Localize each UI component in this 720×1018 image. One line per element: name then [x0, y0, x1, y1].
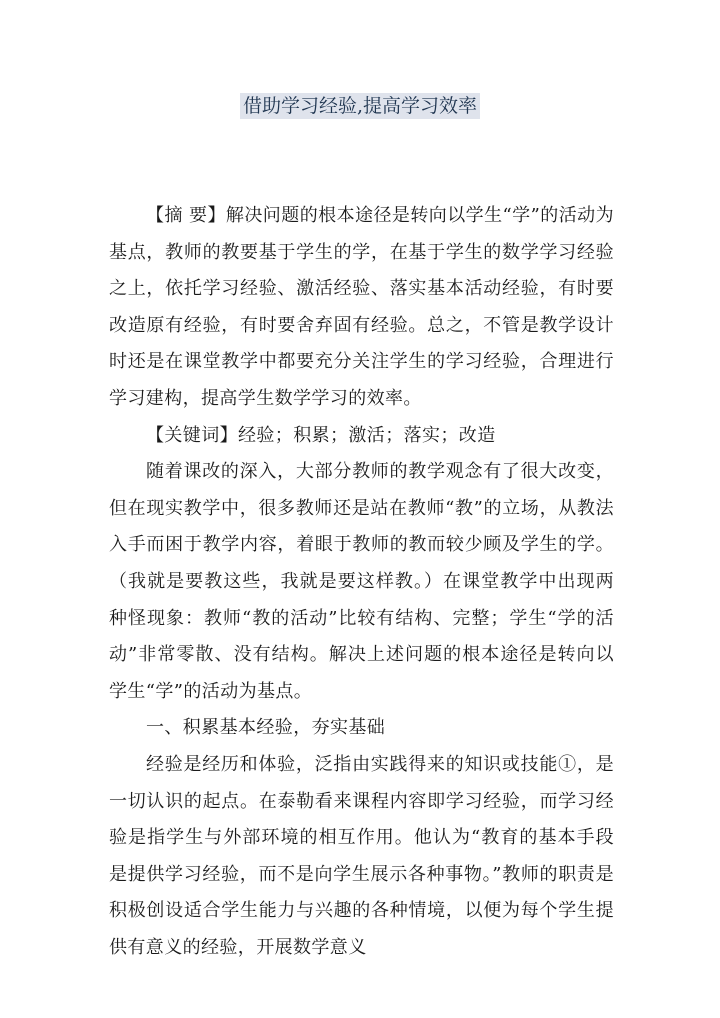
- section-paragraph: 经验是经历和体验，泛指由实践得来的知识或技能①，是一切认识的起点。在泰勒看来课程内容即学习经验，而学习经验是指学生与外部环境的相互作用。他认为“教育的基本手段是提供学习经验，而不是向学生展示各种事物。”教师的职责是积极创设适合学生能力与兴趣的各种情境，以便为每个学生提供有意义的经验，开展数学意义: [109, 753, 614, 958]
- document-title: 借助学习经验,提高学习效率: [240, 93, 480, 119]
- document-body: [109, 198, 614, 966]
- title-container: [0, 93, 720, 119]
- intro-paragraph: 随着课改的深入，大部分教师的教学观念有了很大改变，但在现实教学中，很多教师还是站在教师“教”的立场，从教法入手而困于教学内容，着眼于教师的教而较少顾及学生的学。（我就是要教这些，我就是要这样教。）在课堂教学中出现两种怪现象：教师“教的活动”比较有结构、完整；学生“学的活动”非常零散、没有结构。解决上述问题的根本途径是转向以学生“学”的活动为基点。: [109, 461, 614, 702]
- section-heading: 一、积累基本经验，夯实基础: [146, 717, 386, 739]
- keywords-paragraph: 【关键词】经验；积累；激活；落实；改造: [146, 424, 496, 446]
- abstract-paragraph: 【摘 要】解决问题的根本途径是转向以学生“学”的活动为基点，教师的教要基于学生的学，在基于学生的数学学习经验之上，依托学习经验、激活经验、落实基本活动经验，有时要改造原有经验，有时要舍弃固有经验。总之，不管是教学设计时还是在课堂教学中都要充分关注学生的学习经验，合理进行学习建构，提高学生数学学习的效率。: [109, 205, 614, 409]
